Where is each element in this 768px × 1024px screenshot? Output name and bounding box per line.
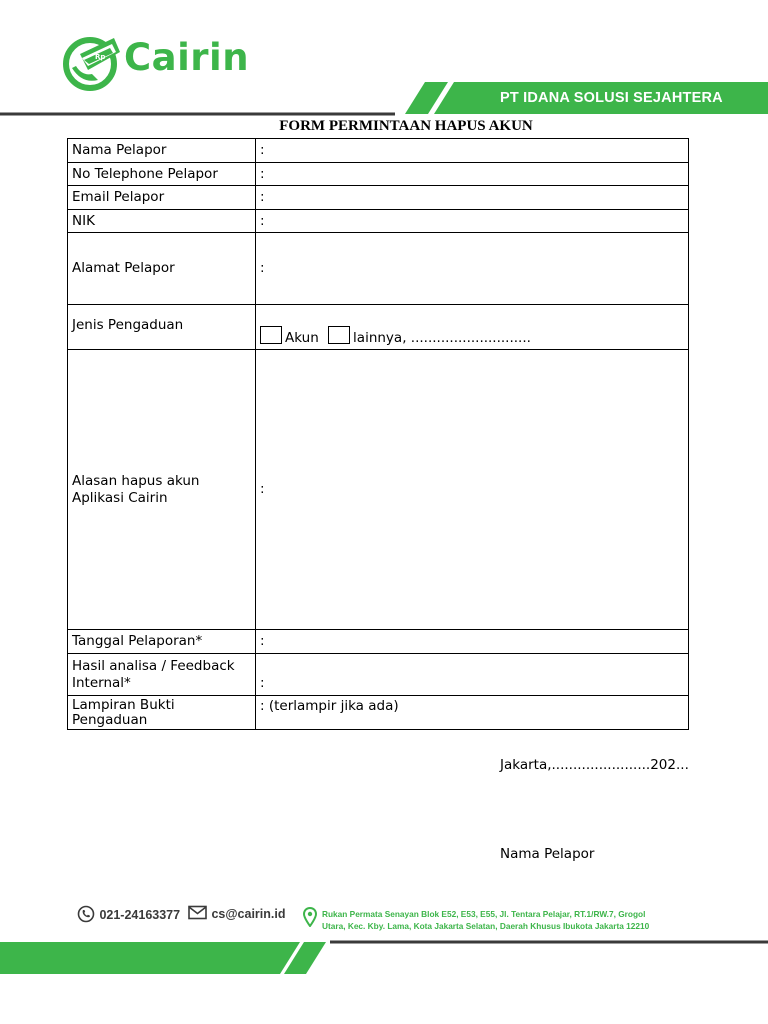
address-line-2: Utara, Kec. Kby. Lama, Kota Jakarta Selatan, Daerah Khusus Ibukota Jakarta 12210 <box>322 921 650 931</box>
row-value[interactable]: : <box>256 210 689 233</box>
form-title: FORM PERMINTAAN HAPUS AKUN <box>279 118 533 134</box>
row-label: Nama Pelapor <box>68 139 256 163</box>
place-date: Jakarta,.......................202... <box>500 757 689 773</box>
lainnya-option-label: lainnya, ............................ <box>353 330 531 346</box>
table-row <box>68 186 689 210</box>
address-line-1: Rukan Permata Senayan Blok E52, E53, E55, Jl. Tentara Pelajar, RT.1/RW.7, Grogol <box>322 909 646 919</box>
row-value[interactable]: : <box>256 350 689 630</box>
akun-option-label: Akun <box>285 330 319 346</box>
phone-contact <box>77 905 180 924</box>
signer-name: Nama Pelapor <box>500 846 595 862</box>
row-value[interactable]: : <box>256 139 689 163</box>
table-row <box>68 233 689 305</box>
row-value[interactable]: : <box>256 630 689 654</box>
row-value[interactable]: : <box>256 233 689 305</box>
svg-text:Rp: Rp <box>95 53 106 61</box>
row-label: Hasil analisa / Feedback Internal* <box>68 654 256 696</box>
akun-checkbox[interactable] <box>260 326 282 344</box>
office-address <box>322 908 692 932</box>
phone-number: 021-24163377 <box>99 908 181 922</box>
row-label: Lampiran Bukti Pengaduan <box>68 696 256 730</box>
mail-icon <box>188 905 207 920</box>
row-label: Email Pelapor <box>68 186 256 210</box>
brand-name: Cairin <box>124 36 250 79</box>
row-label: No Telephone Pelapor <box>68 163 256 186</box>
row-label: Alamat Pelapor <box>68 233 256 305</box>
complaint-type-options <box>256 305 689 350</box>
row-label: Alasan hapus akun Aplikasi Cairin <box>68 350 256 630</box>
table-row <box>68 305 689 350</box>
table-row <box>68 350 689 630</box>
row-label: Tanggal Pelaporan* <box>68 630 256 654</box>
row-value[interactable]: : <box>256 186 689 210</box>
row-label: Jenis Pengaduan <box>68 305 256 350</box>
lainnya-checkbox[interactable] <box>328 326 350 344</box>
table-row <box>68 139 689 163</box>
table-row <box>68 630 689 654</box>
table-row <box>68 696 689 730</box>
footer-band <box>0 938 768 978</box>
row-value[interactable]: : <box>256 163 689 186</box>
row-value[interactable]: : <box>256 654 689 696</box>
email-contact <box>188 905 285 923</box>
row-value[interactable]: : (terlampir jika ada) <box>256 696 689 730</box>
company-name: PT IDANA SOLUSI SEJAHTERA <box>500 90 723 106</box>
form-table <box>67 138 689 730</box>
email-address: cs@cairin.id <box>211 907 286 921</box>
table-row <box>68 654 689 696</box>
row-label: NIK <box>68 210 256 233</box>
table-row <box>68 163 689 186</box>
table-row <box>68 210 689 233</box>
location-pin-icon <box>303 907 317 927</box>
phone-icon <box>77 905 95 923</box>
